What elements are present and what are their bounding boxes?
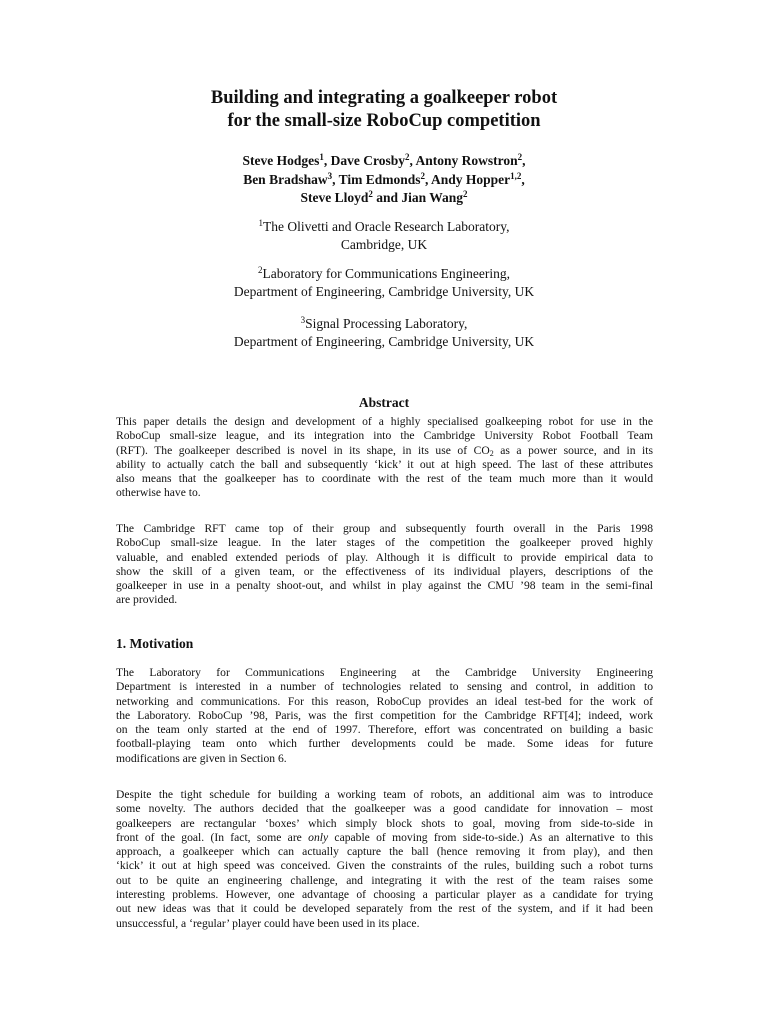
text-line: The Cambridge RFT came top of their group and subsequently fourth overall in the Paris 1998 [116,522,653,535]
text-line: This paper details the design and development of a highly specialised goalkeeping robot for use in the [116,415,653,428]
abstract-paragraph-2 [116,522,653,608]
author-name: , Tim Edmonds [332,171,421,187]
text-line: out to be quite an engineering challenge, and integrating it with the rest of the team raises some [116,873,653,887]
subscript: 2 [489,448,494,458]
affiliation-line-1: The Olivetti and Oracle Research Laboratory, [262,219,510,234]
section-1-paragraph-1 [116,666,653,766]
author-list [0,152,768,208]
text-line: on the team only started at the end of 1997. Therefore, effort was concentrated on building a basic [116,723,653,737]
author-line-1 [0,152,768,171]
paper-title [0,87,768,133]
text-line: are provided. [116,593,178,607]
affiliation-mark: 1 [258,218,263,228]
text-line: ‘kick’ it out at high speed was conceived. Given the constraints of the rules, building such a robot turns [116,859,653,873]
text-line: modifications are given in Section 6. [116,751,287,765]
author-name: Steve Lloyd [300,190,369,205]
text-line: otherwise have to. [116,486,201,500]
text-line: the Laboratory. RoboCup ’98, Paris, was the first competition for the Cambridge RFT[4]; indeed, work [116,708,653,722]
author-name: , Andy Hopper [425,171,511,187]
author-affiliation-mark: 3 [327,170,333,181]
text-line: networking and communications. For this reason, RoboCup provides an ideal test-bed for the work of [116,694,653,708]
text-line: goalkeeper in use in a penalty shoot-out, and whilst in play against the CMU ’98 team in the semi-final [116,579,653,593]
text-run: (RFT). The goalkeeper described is novel in its shape, in its use of CO [116,443,490,457]
text-line: RoboCup small-size league, and its integration into the Cambridge University Robot Football Team [116,429,653,443]
author-name: and Jian Wang [372,190,464,205]
text-line [116,831,653,845]
author-affiliation-mark: 2 [404,152,410,162]
author-name: Ben Bradshaw [243,171,328,187]
section-1-paragraph-2 [116,788,653,931]
affiliation-1 [0,218,768,254]
affiliation-3 [0,315,768,351]
author-affiliation-mark: 2 [368,189,373,199]
text-run: as a power source, and in its [493,443,653,457]
author-line-2 [0,171,768,190]
affiliation-mark: 2 [258,265,263,275]
text-line [116,444,653,458]
text-line: ability to actually catch the ball and subsequently ‘kick’ it out at high speed. The last of these attributes [116,457,653,471]
text-line: football-playing team onto which further developments could be made. Some ideas for future [116,737,653,751]
author-name: , Antony Rowstron [409,153,518,168]
affiliation-line-2: Department of Engineering, Cambridge University, UK [233,284,535,299]
affiliation-line-1: Laboratory for Communications Engineering, [262,266,510,281]
text-line: some novelty. The authors decided that the goalkeeper was a good candidate for innovation – most [116,802,653,816]
text-run: front of the goal. (In fact, some are [116,830,309,844]
author-separator: , [522,153,526,168]
text-line: also means that the goalkeeper has to coordinate with the rest of the team much more than it would [116,472,653,486]
affiliation-line-2: Department of Engineering, Cambridge University, UK [233,334,535,349]
title-line-2: for the small-size RoboCup competition [227,111,541,131]
author-affiliation-mark: 2 [420,170,426,181]
affiliation-2 [0,265,768,301]
affiliation-line-2: Cambridge, UK [340,237,428,252]
text-line: Despite the tight schedule for building a working team of robots, an additional aim was to introduce [116,788,653,801]
author-affiliation-mark: 1 [319,152,324,162]
text-line: The Laboratory for Communications Engineering at the Cambridge University Engineering [116,666,653,679]
section-heading: 1. Motivation [116,636,194,651]
author-affiliation-mark: 1,2 [510,170,522,181]
text-run: capable of moving from side-to-side.) As an alternative to this [328,830,653,844]
text-line: unsuccessful, a ‘regular’ player could have been used in its place. [116,916,420,930]
text-line: Department is interested in a number of technologies related to sensing and control, in addition to [116,680,653,694]
text-line: goalkeepers are rectangular ‘boxes’ which simply block shots to goal, moving from side-to-side in [116,816,653,830]
author-name: Steve Hodges [242,153,320,168]
affiliation-mark: 3 [300,315,306,325]
emphasis: only [308,830,329,844]
affiliation-name [0,218,768,236]
abstract-paragraph-1 [116,415,653,501]
author-affiliation-mark: 2 [463,189,468,199]
author-affiliation-mark: 2 [517,152,523,162]
text-line: interesting problems. However, one advantage of choosing a particular player as a candidate for trying [116,888,653,902]
author-separator: , [521,171,525,187]
text-line: out new ideas was that it could be developed separately from the rest of the system, and if it had been [116,902,653,916]
abstract-heading: Abstract [358,395,410,410]
author-line-3 [0,189,768,208]
text-line: approach, a goalkeeper which can actually capture the ball (hence removing it from play), and then [116,845,653,859]
affiliation-name [0,315,768,333]
affiliation-name [0,265,768,283]
author-name: , Dave Crosby [323,153,405,168]
title-line-1: Building and integrating a goalkeeper robot [210,88,558,108]
affiliation-line-1: Signal Processing Laboratory, [305,316,468,331]
text-line: valuable, and enabled extended periods of play. Although it is difficult to provide empirical data to [116,550,653,564]
text-line: show the skill of a given team, or the effectiveness of its individual players, descriptions of the [116,564,653,578]
text-line: RoboCup small-size league. In the later stages of the competition the goalkeeper proved highly [116,536,653,550]
